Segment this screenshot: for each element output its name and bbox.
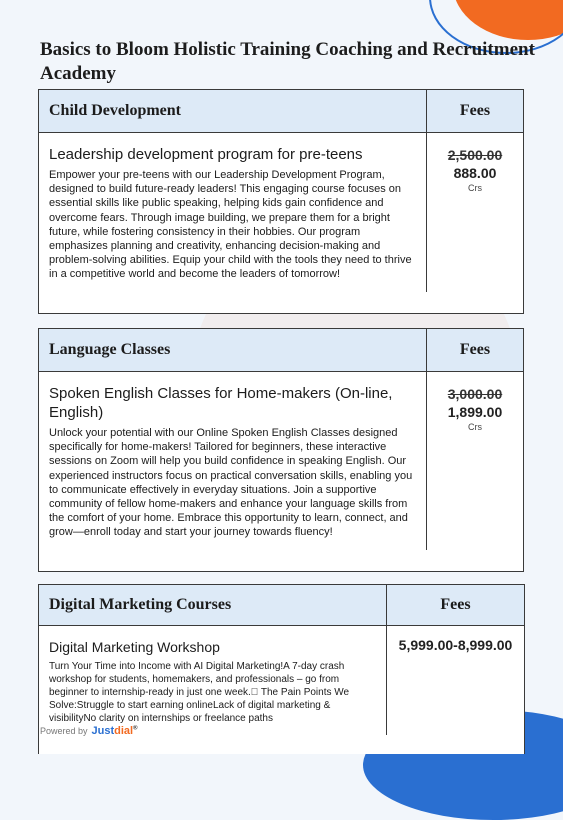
course-info (39, 133, 426, 292)
price-range: 5,999.00-8,999.00 (398, 637, 513, 653)
section-row (39, 372, 523, 550)
course-description: Turn Your Time into Income with AI Digital Marketing!A 7-day crash workshop for students, homemakers, and professionals – go from beginner to internship-ready in just one week.  The Pain Points We Solve:Struggle to start earning onlineLack of digital marketing & visibilityNo clarity on internships or freelance paths (49, 661, 350, 724)
course-info (39, 626, 386, 735)
section-header (39, 329, 523, 372)
section-row (39, 133, 523, 292)
section-row (39, 626, 524, 735)
price-unit: Crs (468, 422, 482, 432)
fees-header: Fees (426, 329, 523, 371)
course-description: Empower your pre-teens with our Leadership Development Program, designed to build future-ready leaders! This engaging course focuses on essential skills like public speaking, helping kids gain confidence and overcome fears. Through image building, we prepare them for a bright future, while fostering consistency in their hobbies. Our program emphasizes planning and creativity, enhancing decision-making and problem-solving abilities. Equip your child with the tools they need to thrive in a competitive world and become the leaders of tomorrow! (49, 169, 412, 281)
powered-by-footer (40, 725, 138, 737)
course-title[interactable]: Spoken English Classes for Home-makers (On-line, English) (49, 385, 393, 421)
course-info (39, 372, 426, 550)
fees-cell (386, 626, 524, 735)
course-description: Unlock your potential with our Online Spoken English Classes designed specifically for home-makers! Tailored for beginners, these interactive sessions on Zoom will help you build confidence in speaking English. Our experienced instructors focus on practical conversation skills, enabling you to communicate effectively in everyday situations. Join a supportive community of fellow home-makers and enhance your language skills from the comfort of your home. Embrace this opportunity to learn, connect, and grow—enroll today and start your journey towards fluency! (49, 427, 413, 539)
original-price: 2,500.00 (447, 147, 503, 163)
justdial-logo[interactable]: Justdial® (91, 725, 138, 737)
price-unit: Crs (468, 183, 482, 193)
page-title: Basics to Bloom Holistic Training Coaching and Recruitment Academy (40, 39, 535, 84)
original-price: 3,000.00 (447, 386, 503, 402)
section-category: Digital Marketing Courses (49, 596, 232, 613)
fees-header: Fees (426, 90, 523, 132)
section-category: Language Classes (49, 341, 171, 358)
discounted-price: 1,899.00 (447, 404, 503, 420)
section-child-development (38, 89, 524, 314)
section-header (39, 90, 523, 133)
course-title[interactable]: Digital Marketing Workshop (49, 639, 220, 655)
fees-header: Fees (386, 585, 524, 625)
section-header (39, 585, 524, 626)
discounted-price: 888.00 (453, 165, 497, 181)
powered-by-label: Powered by (40, 726, 88, 736)
fees-cell (426, 133, 523, 292)
section-language-classes (38, 328, 524, 572)
fees-cell (426, 372, 523, 550)
section-category: Child Development (49, 102, 181, 119)
course-title[interactable]: Leadership development program for pre-teens (49, 146, 363, 163)
